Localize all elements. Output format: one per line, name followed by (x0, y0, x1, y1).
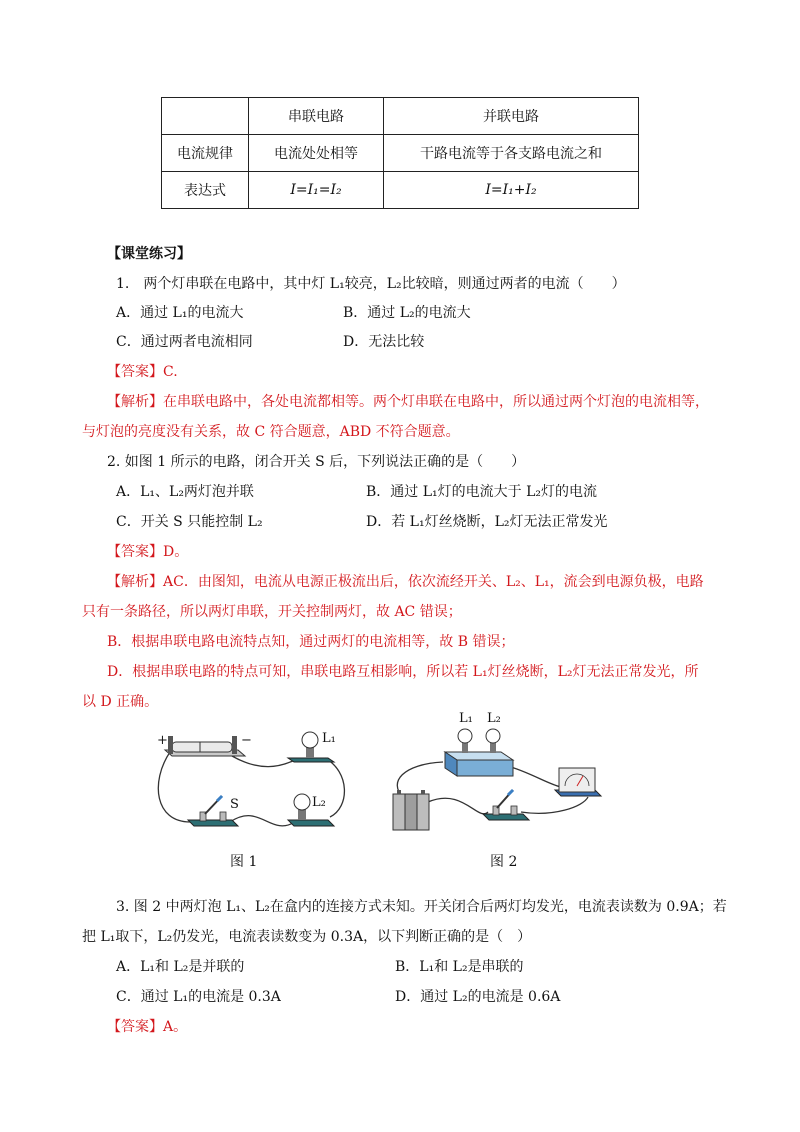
section-title: 【课堂练习】 (107, 246, 191, 262)
q1-option-b: B．通过 L₂的电流大 (343, 305, 471, 321)
q2-option-a: A．L₁、L₂两灯泡并联 (116, 484, 254, 500)
lamp-box-icon (445, 729, 513, 776)
figure-2-caption: 图 2 (490, 854, 518, 870)
switch-icon (483, 790, 529, 820)
table-cell: 干路电流等于各支路电流之和 (384, 135, 639, 172)
table-row (162, 172, 639, 209)
figure-1-caption: 图 1 (230, 854, 258, 870)
q1-option-a: A．通过 L₁的电流大 (116, 305, 244, 321)
q2-option-c: C．开关 S 只能控制 L₂ (116, 514, 263, 530)
table-cell: 电流处处相等 (249, 135, 384, 172)
q3-option-a: A．L₁和 L₂是并联的 (116, 959, 245, 975)
ammeter-icon (555, 768, 601, 796)
q3-stem-line: 3. 图 2 中两灯泡 L₁、L₂在盒内的连接方式未知。开关闭合后两灯均发光，电流表读数为 0.9A；若 (116, 899, 727, 915)
q1-analysis-line: 【解析】在串联电路中，各处电流都相等。两个灯串联在电路中，所以通过两个灯泡的电流相等， (107, 394, 709, 410)
switch-s-label: S (230, 797, 239, 812)
table-cell: I=I₁=I₂ (249, 172, 384, 209)
plus-label: + (157, 733, 168, 748)
table-row (162, 135, 639, 172)
battery-icon (393, 790, 429, 830)
q2-analysis-line: 【解析】AC．由图知，电流从电源正极流出后，依次流经开关、L₂、L₁，流会到电源负极，电路 (107, 574, 704, 590)
figure-1-circuit (150, 722, 365, 837)
q1-option-d: D．无法比较 (343, 334, 425, 350)
lamp-l2-label: L₂ (487, 712, 501, 726)
table-header-cell: 串联电路 (249, 98, 384, 135)
table-cell: 电流规律 (162, 135, 249, 172)
q2-analysis-line: 只有一条路径，所以两灯串联，开关控制两灯，故 AC 错误； (82, 604, 462, 620)
table-cell: I=I₁+I₂ (384, 172, 639, 209)
battery-icon (165, 736, 245, 756)
q2-stem: 2. 如图 1 所示的电路，闭合开关 S 后，下列说法正确的是（ ） (107, 454, 526, 470)
q1-stem: 1. 两个灯串联在电路中，其中灯 L₁较亮，L₂比较暗，则通过两者的电流（ ） (116, 276, 626, 292)
q2-analysis-line: D．根据串联电路的特点可知，串联电路互相影响，所以若 L₁灯丝烧断，L₂灯无法正常发光，所 (107, 664, 699, 680)
table-header-cell: 并联电路 (384, 98, 639, 135)
q2-option-b: B．通过 L₁灯的电流大于 L₂灯的电流 (366, 484, 598, 500)
q2-option-d: D．若 L₁灯丝烧断，L₂灯无法正常发光 (366, 514, 608, 530)
q1-option-c: C．通过两者电流相同 (116, 334, 253, 350)
q3-option-b: B．L₁和 L₂是串联的 (395, 959, 524, 975)
q1-answer: 【答案】C. (107, 364, 178, 380)
q2-analysis-line: 以 D 正确。 (82, 694, 159, 710)
table-header-cell (162, 98, 249, 135)
minus-label: − (241, 733, 252, 748)
comparison-table (161, 97, 639, 209)
q3-stem-line: 把 L₁取下，L₂仍发光，电流表读数变为 0.3A，以下判断正确的是（ ） (82, 929, 532, 945)
lamp-l2-icon (288, 794, 334, 826)
lamp-l2-label: L₂ (312, 795, 326, 810)
q2-analysis-line: B．根据串联电路电流特点知，通过两灯的电流相等，故 B 错误； (107, 634, 515, 650)
q2-answer: 【答案】D。 (107, 544, 189, 560)
q3-answer: 【答案】A。 (107, 1019, 188, 1035)
table-header-row (162, 98, 639, 135)
lamp-l1-label: L₁ (459, 712, 473, 726)
figure-2-circuit (383, 712, 605, 837)
q1-analysis-line: 与灯泡的亮度没有关系，故 C 符合题意，ABD 不符合题意。 (82, 424, 460, 440)
q3-option-c: C．通过 L₁的电流是 0.3A (116, 989, 281, 1005)
q3-option-d: D．通过 L₂的电流是 0.6A (395, 989, 561, 1005)
lamp-l1-label: L₁ (322, 731, 336, 746)
table-cell: 表达式 (162, 172, 249, 209)
